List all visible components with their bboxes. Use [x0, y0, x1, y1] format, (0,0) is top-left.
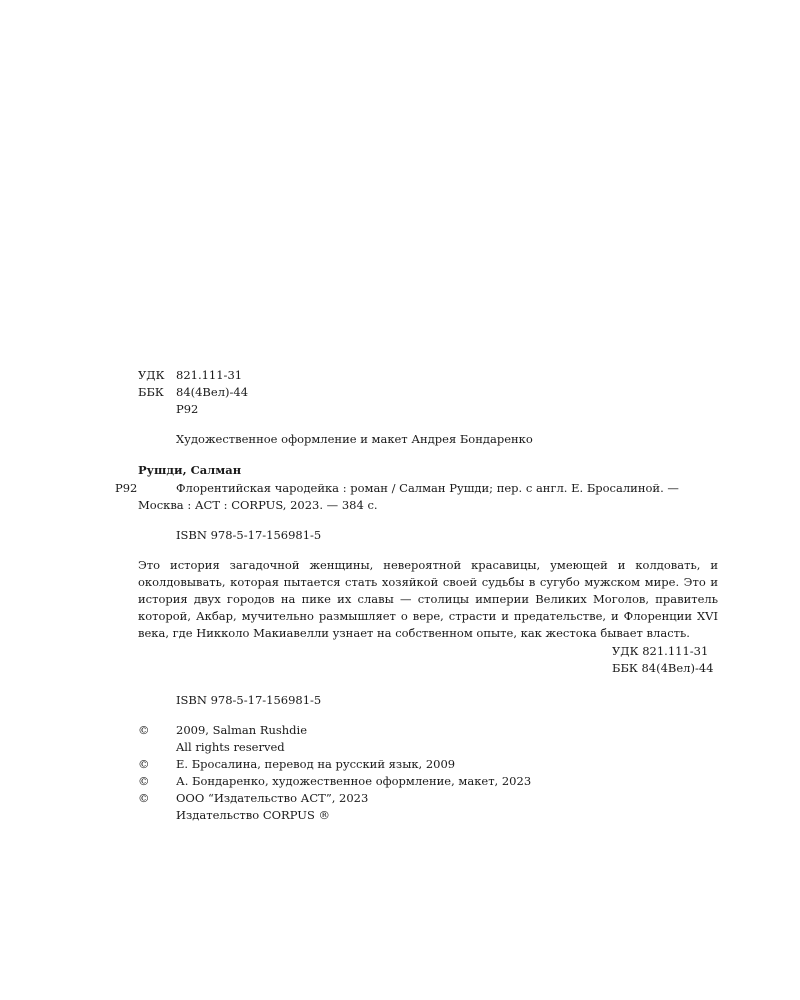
annotation-blurb: Это история загадочной женщины, невероятной красавицы, умеющей и колдовать, и околдовывать, которая пытается стать хозяйкой своей судьбы в сугубо мужском мире. Это и история двух городов на пике их славы — столицы империи Великих Моголов, правитель которой, Акбар, мучительно размышляет о вере, страсти и предательстве, и Флоренции XVI века, где Никколо Макиавелли узнает на собственном опыте, как жестока бывает власть. — [138, 558, 718, 640]
record-line-2: Москва : АСТ : CORPUS, 2023. — 384 с. — [138, 498, 378, 512]
right-bbk: ББК 84(4Вел)-44 — [612, 661, 714, 675]
isbn-bottom: ISBN 978-5-17-156981-5 — [176, 693, 322, 707]
bbk-value: 84(4Вел)-44 — [176, 385, 249, 399]
right-udk: УДК 821.111-31 — [612, 644, 709, 658]
author-heading: Рушди, Салман — [138, 463, 242, 477]
side-mark: Р92 — [115, 481, 138, 495]
copyright-2: Е. Бросалина, перевод на русский язык, 2009 — [176, 757, 456, 771]
copyright-1b: All rights reserved — [176, 740, 285, 754]
record-line-1: Флорентийская чародейка : роман / Салман Рушди; пер. с англ. Е. Бросалиной. — — [176, 481, 679, 495]
design-credit: Художественное оформление и макет Андрея Бондаренко — [176, 432, 533, 446]
copyright-3: А. Бондаренко, художественное оформление, макет, 2023 — [176, 774, 532, 788]
copyright-symbol-3: © — [138, 774, 150, 788]
udk-label: УДК — [138, 368, 165, 382]
copyright-symbol-2: © — [138, 757, 150, 771]
bbk-label: ББК — [138, 385, 164, 399]
copyright-1: 2009, Salman Rushdie — [176, 723, 308, 737]
copyright-symbol-1: © — [138, 723, 150, 737]
copyright-symbol-4: © — [138, 791, 150, 805]
copyright-4: ООО “Издательство АСТ”, 2023 — [176, 791, 369, 805]
copyright-4b: Издательство CORPUS ® — [176, 808, 330, 822]
author-mark: Р92 — [176, 402, 199, 416]
isbn-top: ISBN 978-5-17-156981-5 — [176, 528, 322, 542]
udk-value: 821.111-31 — [176, 368, 243, 382]
